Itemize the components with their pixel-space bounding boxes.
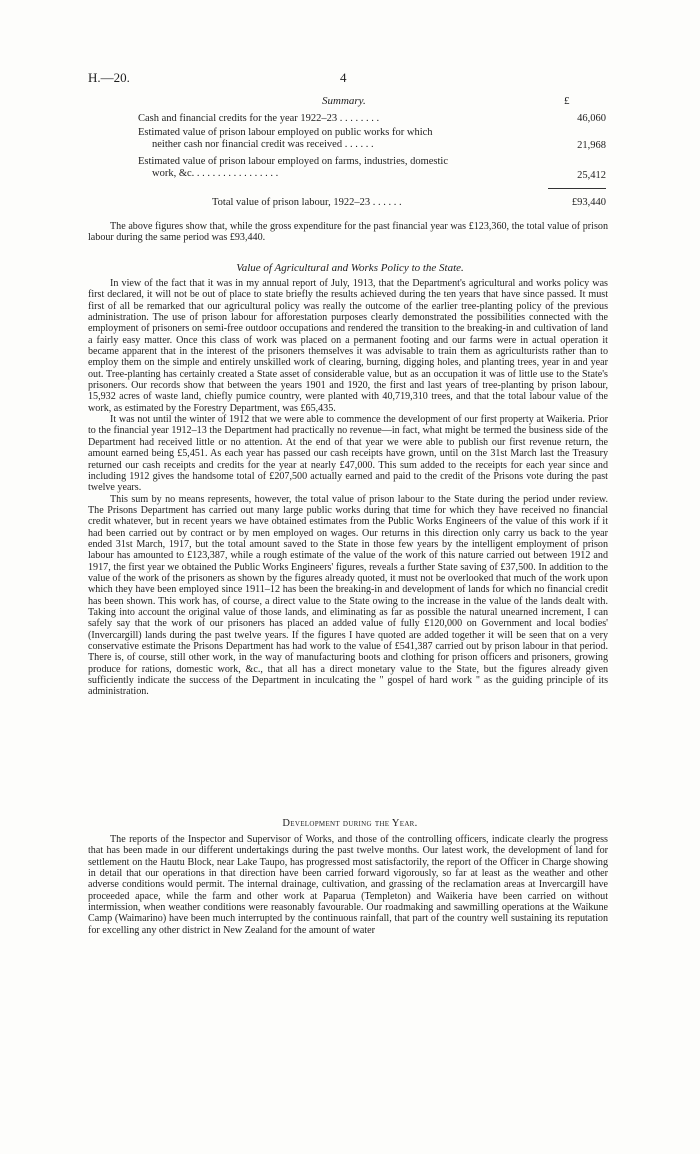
summary-row-value: 21,968 <box>577 140 606 151</box>
summary-row-value: 46,060 <box>577 113 606 124</box>
report-code: H.—20. <box>88 70 130 85</box>
intro-paragraph: The above figures show that, while the gross expenditure for the past financial year was £123,360, the total value of prison labour during the same period was £93,440. <box>88 221 608 244</box>
summary-total-rule <box>548 188 606 189</box>
paragraph: This sum by no means represents, however, the total value of prison labour to the State during the period under review. The Prisons Department has carried out many large public works during that time for which they have received no financial credit whatever, but in recent years we have obtained estimates from the Public Works Engineers of the value of this work if it had been carried out by contract or by men employed on wages. Our returns in this direction only carry us back to the year ended 31st March, 1917, but the total amount saved to the State in those few years by the intelligent employment of prison labour has amounted to £123,387, while a rough estimate of the value of the work of this nature carried out between 1912 and 1917, the first year we obtained the Public Works Engineers' figures, reveals a further State saving of £37,500. In addition to the value of the work of the prisoners as shown by the figures already quoted, it must not be overlooked that much of the work upon which they have been employed since 1911–12 has been the breaking-in and development of lands for which no financial credit has been shown. This work has, of course, a direct value to the State owing to the increase in the value of the lands dealt with. Taking into account the original value of those lands, and eliminating as far as possible the natural unearned increment, I can safely say that the work of our prisoners has placed an added value of fully £120,000 on Government and local bodies' (Invercargill) lands during the past twelve years. If the figures I have quoted are added together it will be seen that on a very conservative estimate the Prisons Department has had work to the value of £541,387 carried out by prison labour in that period. There is, of course, still other work, in the way of manufacturing boots and clothing for prison officers and prisoners, growing produce for rations, domestic work, &c., that all has a direct monetary value to the State, but the figures already given sufficiently indicate the success of the Department in inculcating the " gospel of hard work " as the guiding principle of its administration. <box>88 493 608 698</box>
summary-row-value: 25,412 <box>577 170 606 181</box>
summary-total-value: £93,440 <box>571 197 606 208</box>
section-heading-value-policy: Value of Agricultural and Works Policy to the State. <box>236 262 464 274</box>
summary-row-cash <box>138 113 584 125</box>
summary-row-label: Cash and financial credits for the year 1922–23 . . . . . . . . <box>138 113 380 124</box>
summary-total-label: Total value of prison labour, 1922–23 . . . . . . <box>212 197 402 208</box>
section-heading-development: Development during the Year. <box>282 818 418 829</box>
paragraph: The reports of the Inspector and Supervisor of Works, and those of the controlling officers, indicate clearly the progress that has been made in our different undertakings during the past twelve months. Our latest work, the development of land for settlement on the Hautu Block, near Lake Taupo, has progressed most satisfactorily, the report of the Officer in Charge showing in detail that our operations in that direction have been carried forward vigorously, so far at least as the weather and other adverse conditions would permit. The internal drainage, cultivation, and grassing of the reclamation areas at Invercargill have proceeded apace, while the farm and other work at Paparua (Templeton) and Waikeria have been carried on without intermission, when weather conditions were reasonably favourable. Our roadmaking and sawmilling operations at the Waikune Camp (Waimarino) have been much interrupted by the continuous rainfall, that part of the country well sustaining its reputation for excelling any other district in New Zealand for the amount of water <box>88 834 608 936</box>
paragraph: It was not until the winter of 1912 that we were able to commence the development of our first property at Waikeria. Prior to the financial year 1912–13 the Department had practically no revenue—in fact, what might be termed the business side of the Department had received little or no attention. At the end of that year we were able to publish our first revenue return, the amount earned being £5,451. As each year has passed our cash receipts have grown, until on the 31st March last the Treasury returned our cash receipts and credits for the year at nearly £47,000. This sum added to the receipts for each year since and including 1912 gives the handsome total of £207,500 actually earned and paid to the credit of the Prisons vote during the past twelve years. <box>88 414 608 494</box>
summary-row-label: Estimated value of prison labour employed on farms, industries, domestic <box>138 156 448 167</box>
paragraph: In view of the fact that it was in my annual report of July, 1913, that the Department's agricultural and works policy was first declared, it will not be out of place to state briefly the results achieved during the ten years that have since passed. It must first of all be remarked that our agricultural policy was really the outcome of the earlier tree-planting policy of the previous administration. The use of prison labour for afforestation purposes clearly demonstrated the possibilities connected with the employment of prisoners on semi-free outdoor occupations and rendered the transition to the breaking-in and cultivation of land a fairly easy matter. Once this class of work was placed on a permanent footing and our farms were in actual operation it became apparent that in the interest of the prisoners themselves it was advisable to train them as agriculturists rather than to employ them on the simple and entirely unskilled work of clearing, burning, digging holes, and planting trees, year in and year out. Tree-planting has certainly created a State asset of considerable value, but as an occupation it was of little use to the State's prisoners. Our records show that between the years 1901 and 1920, the first and last years of tree-planting by prison labour, 15,932 acres of waste land, chiefly pumice country, were planted with 40,719,310 trees, and that the total labour value of the work, as estimated by the Forestry Department, was £65,435. <box>88 278 608 414</box>
section-body-development <box>88 834 608 936</box>
summary-row-label-cont: neither cash nor financial credit was received . . . . . . <box>152 139 374 150</box>
summary-row-label: Estimated value of prison labour employed on public works for which <box>138 127 433 138</box>
summary-row-farms <box>138 156 584 180</box>
summary-title: Summary. <box>322 95 366 107</box>
summary-row-public-works <box>138 127 584 151</box>
currency-symbol: £ <box>564 95 570 107</box>
summary-row-label-cont: work, &c. . . . . . . . . . . . . . . . . <box>152 168 279 179</box>
section-body-value-policy <box>88 278 608 698</box>
page-number: 4 <box>340 70 347 85</box>
